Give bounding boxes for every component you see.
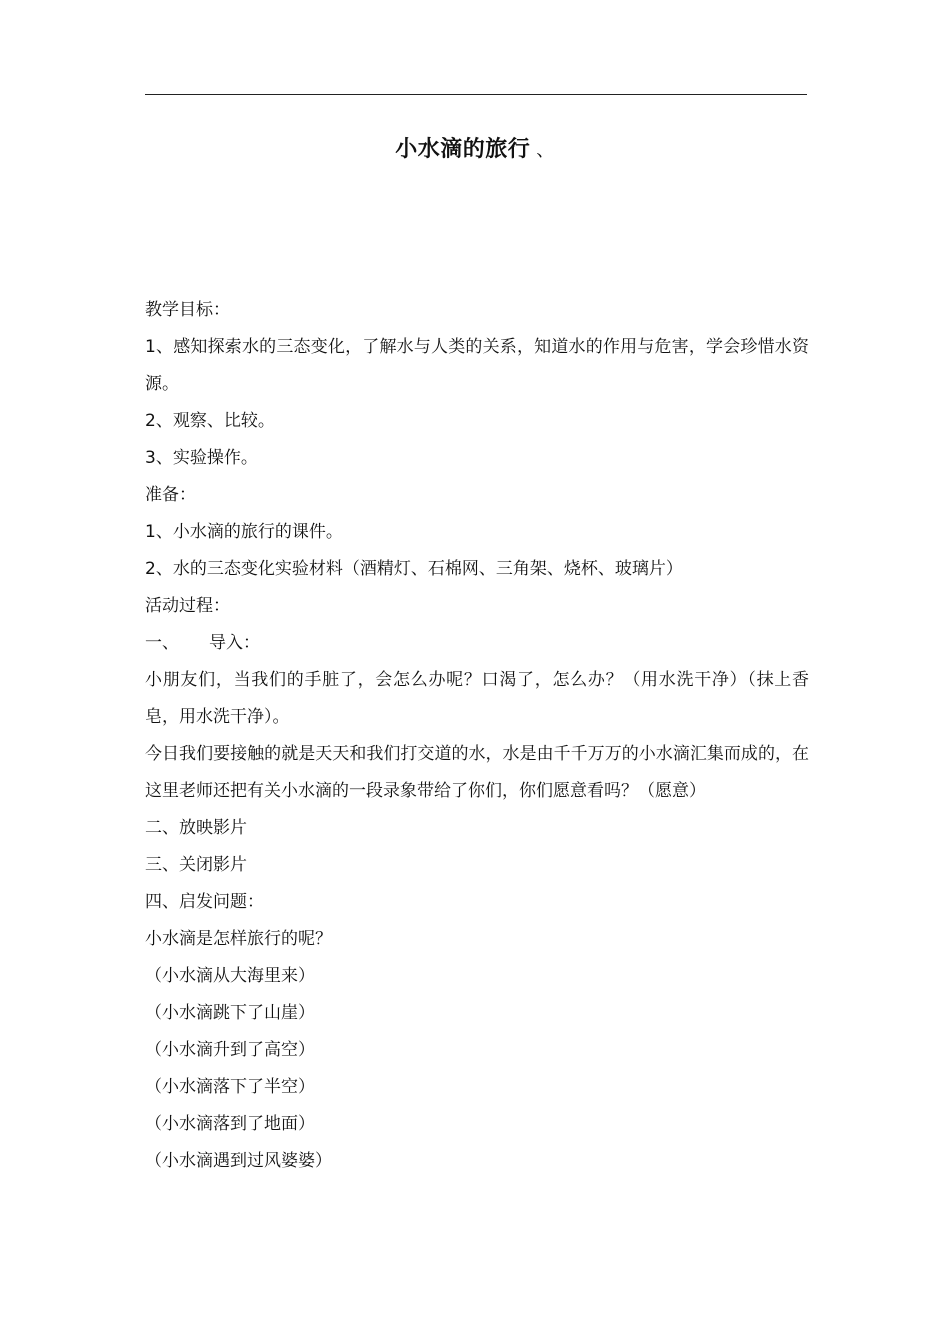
document-body [145, 292, 809, 1180]
goal-item-3: 3、实验操作。 [145, 448, 258, 468]
answer-item: （小水滴跳下了山崖） [145, 1003, 315, 1023]
step-1-number: 一、 [145, 633, 179, 653]
intro-paragraph-1: 小朋友们，当我们的手脏了，会怎么办呢？口渴了，怎么办？（用水洗干净）（抹上香皂，用水洗干净）。 [145, 670, 809, 727]
prep-item-1: 1、小水滴的旅行的课件。 [145, 522, 343, 542]
answer-item: （小水滴升到了高空） [145, 1040, 315, 1060]
step-2: 二、放映影片 [145, 818, 247, 838]
step-1 [145, 625, 809, 662]
title-text: 小水滴的旅行 [395, 137, 531, 162]
prep-item-2: 2、水的三态变化实验材料（酒精灯、石棉网、三角架、烧杯、玻璃片） [145, 559, 683, 579]
page-title [0, 133, 950, 168]
step-3: 三、关闭影片 [145, 855, 247, 875]
goals-heading: 教学目标： [145, 300, 230, 320]
question: 小水滴是怎样旅行的呢？ [145, 929, 332, 949]
answer-item: （小水滴从大海里来） [145, 966, 315, 986]
header-rule [145, 94, 807, 95]
prep-heading: 准备： [145, 485, 196, 505]
goal-item-2: 2、观察、比较。 [145, 411, 275, 431]
goal-item-1: 1、感知探索水的三态变化，了解水与人类的关系，知道水的作用与危害，学会珍惜水资源。 [145, 337, 809, 394]
intro-paragraph-2: 今日我们要接触的就是天天和我们打交道的水，水是由千千万万的小水滴汇集而成的，在这里老师还把有关小水滴的一段录象带给了你们，你们愿意看吗？（愿意） [145, 744, 809, 801]
answer-item: （小水滴落到了地面） [145, 1114, 315, 1134]
title-mark: 、 [536, 140, 555, 161]
answer-item: （小水滴落下了半空） [145, 1077, 315, 1097]
answer-item: （小水滴遇到过风婆婆） [145, 1151, 332, 1171]
step-4: 四、启发问题： [145, 892, 264, 912]
step-1-label: 导入： [209, 633, 260, 653]
process-heading: 活动过程： [145, 596, 230, 616]
